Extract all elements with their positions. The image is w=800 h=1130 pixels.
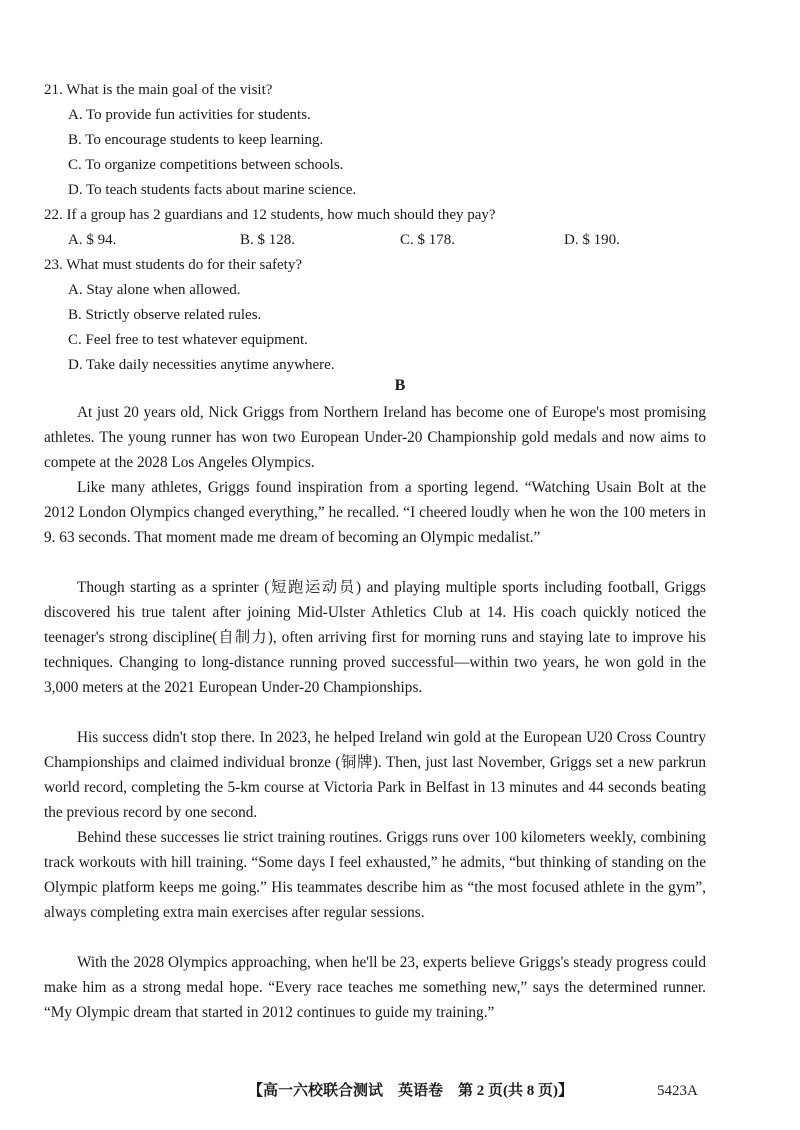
question-23-option-a: A. Stay alone when allowed. [68, 282, 241, 298]
question-23-option-b: B. Strictly observe related rules. [68, 307, 262, 323]
footer-title: 【高一六校联合测试 英语卷 第 2 页(共 8 页)】 [248, 1083, 573, 1099]
passage-paragraph-1: At just 20 years old, Nick Griggs from Northern Ireland has become one of Europe's most promising athletes. The young runner has won two European Under-20 Championship gold medals and now aims to compete at the 2028 Los Angeles Olympics. [44, 404, 706, 471]
section-b-heading: B [394, 377, 406, 394]
question-21-stem: 21. What is the main goal of the visit? [44, 82, 273, 98]
question-23-option-c: C. Feel free to test whatever equipment. [68, 332, 308, 348]
question-21-option-d: D. To teach students facts about marine science. [68, 182, 357, 198]
question-22-option-b: B. $ 128. [240, 232, 296, 248]
passage-paragraph-3: Though starting as a sprinter (短跑运动员) and playing multiple sports including football, Griggs discovered his true talent after joining Mid-Ulster Athletics Club at 14. His coach quickly noticed the teenager's strong discipline(自制力), often arriving first for morning runs and staying late to improve his techniques. Changing to long-distance running proved successful—within two years, he won gold in the 3,000 meters at the 2021 European Under-20 Championships. [44, 579, 706, 696]
question-23-stem: 23. What must students do for their safety? [44, 257, 303, 273]
passage-paragraph-2: Like many athletes, Griggs found inspiration from a sporting legend. “Watching Usain Bolt at the 2012 London Olympics changed everything,” he recalled. “I cheered loudly when he won the 100 meters in 9. 63 seconds. That moment made me dream of becoming an Olympic medalist.” [44, 479, 706, 546]
question-21-option-c: C. To organize competitions between schools. [68, 157, 344, 173]
question-22-stem: 22. If a group has 2 guardians and 12 students, how much should they pay? [44, 207, 496, 223]
passage-paragraph-4: His success didn't stop there. In 2023, he helped Ireland win gold at the European U20 Cross Country Championships and claimed individual bronze (铜牌). Then, just last November, Griggs set a new parkrun world record, completing the 5-km course at Victoria Park in Belfast in 13 minutes and 44 seconds beating the previous record by one second. [44, 729, 706, 821]
question-22-option-c: C. $ 178. [400, 232, 456, 248]
question-22-option-a: A. $ 94. [68, 232, 117, 248]
question-22-option-d: D. $ 190. [564, 232, 620, 248]
footer-code: 5423A [657, 1083, 698, 1099]
question-21-option-b: B. To encourage students to keep learning. [68, 132, 324, 148]
page-footer [0, 1080, 800, 1102]
passage-paragraph-6: With the 2028 Olympics approaching, when he'll be 23, experts believe Griggs's steady progress could make him as a strong medal hope. “Every race teaches me something new,” says the determined runner. “My Olympic dream that started in 2012 continues to guide my training.” [44, 954, 706, 1021]
question-21-option-a: A. To provide fun activities for students. [68, 107, 311, 123]
passage-paragraph-5: Behind these successes lie strict training routines. Griggs runs over 100 kilometers weekly, combining track workouts with hill training. “Some days I feel exhausted,” he admits, “but thinking of standing on the Olympic platform keeps me going.” His teammates describe him as “the most focused athlete in the gym”, always completing extra main exercises after regular sessions. [44, 829, 706, 921]
question-23-option-d: D. Take daily necessities anytime anywhere. [68, 357, 335, 373]
